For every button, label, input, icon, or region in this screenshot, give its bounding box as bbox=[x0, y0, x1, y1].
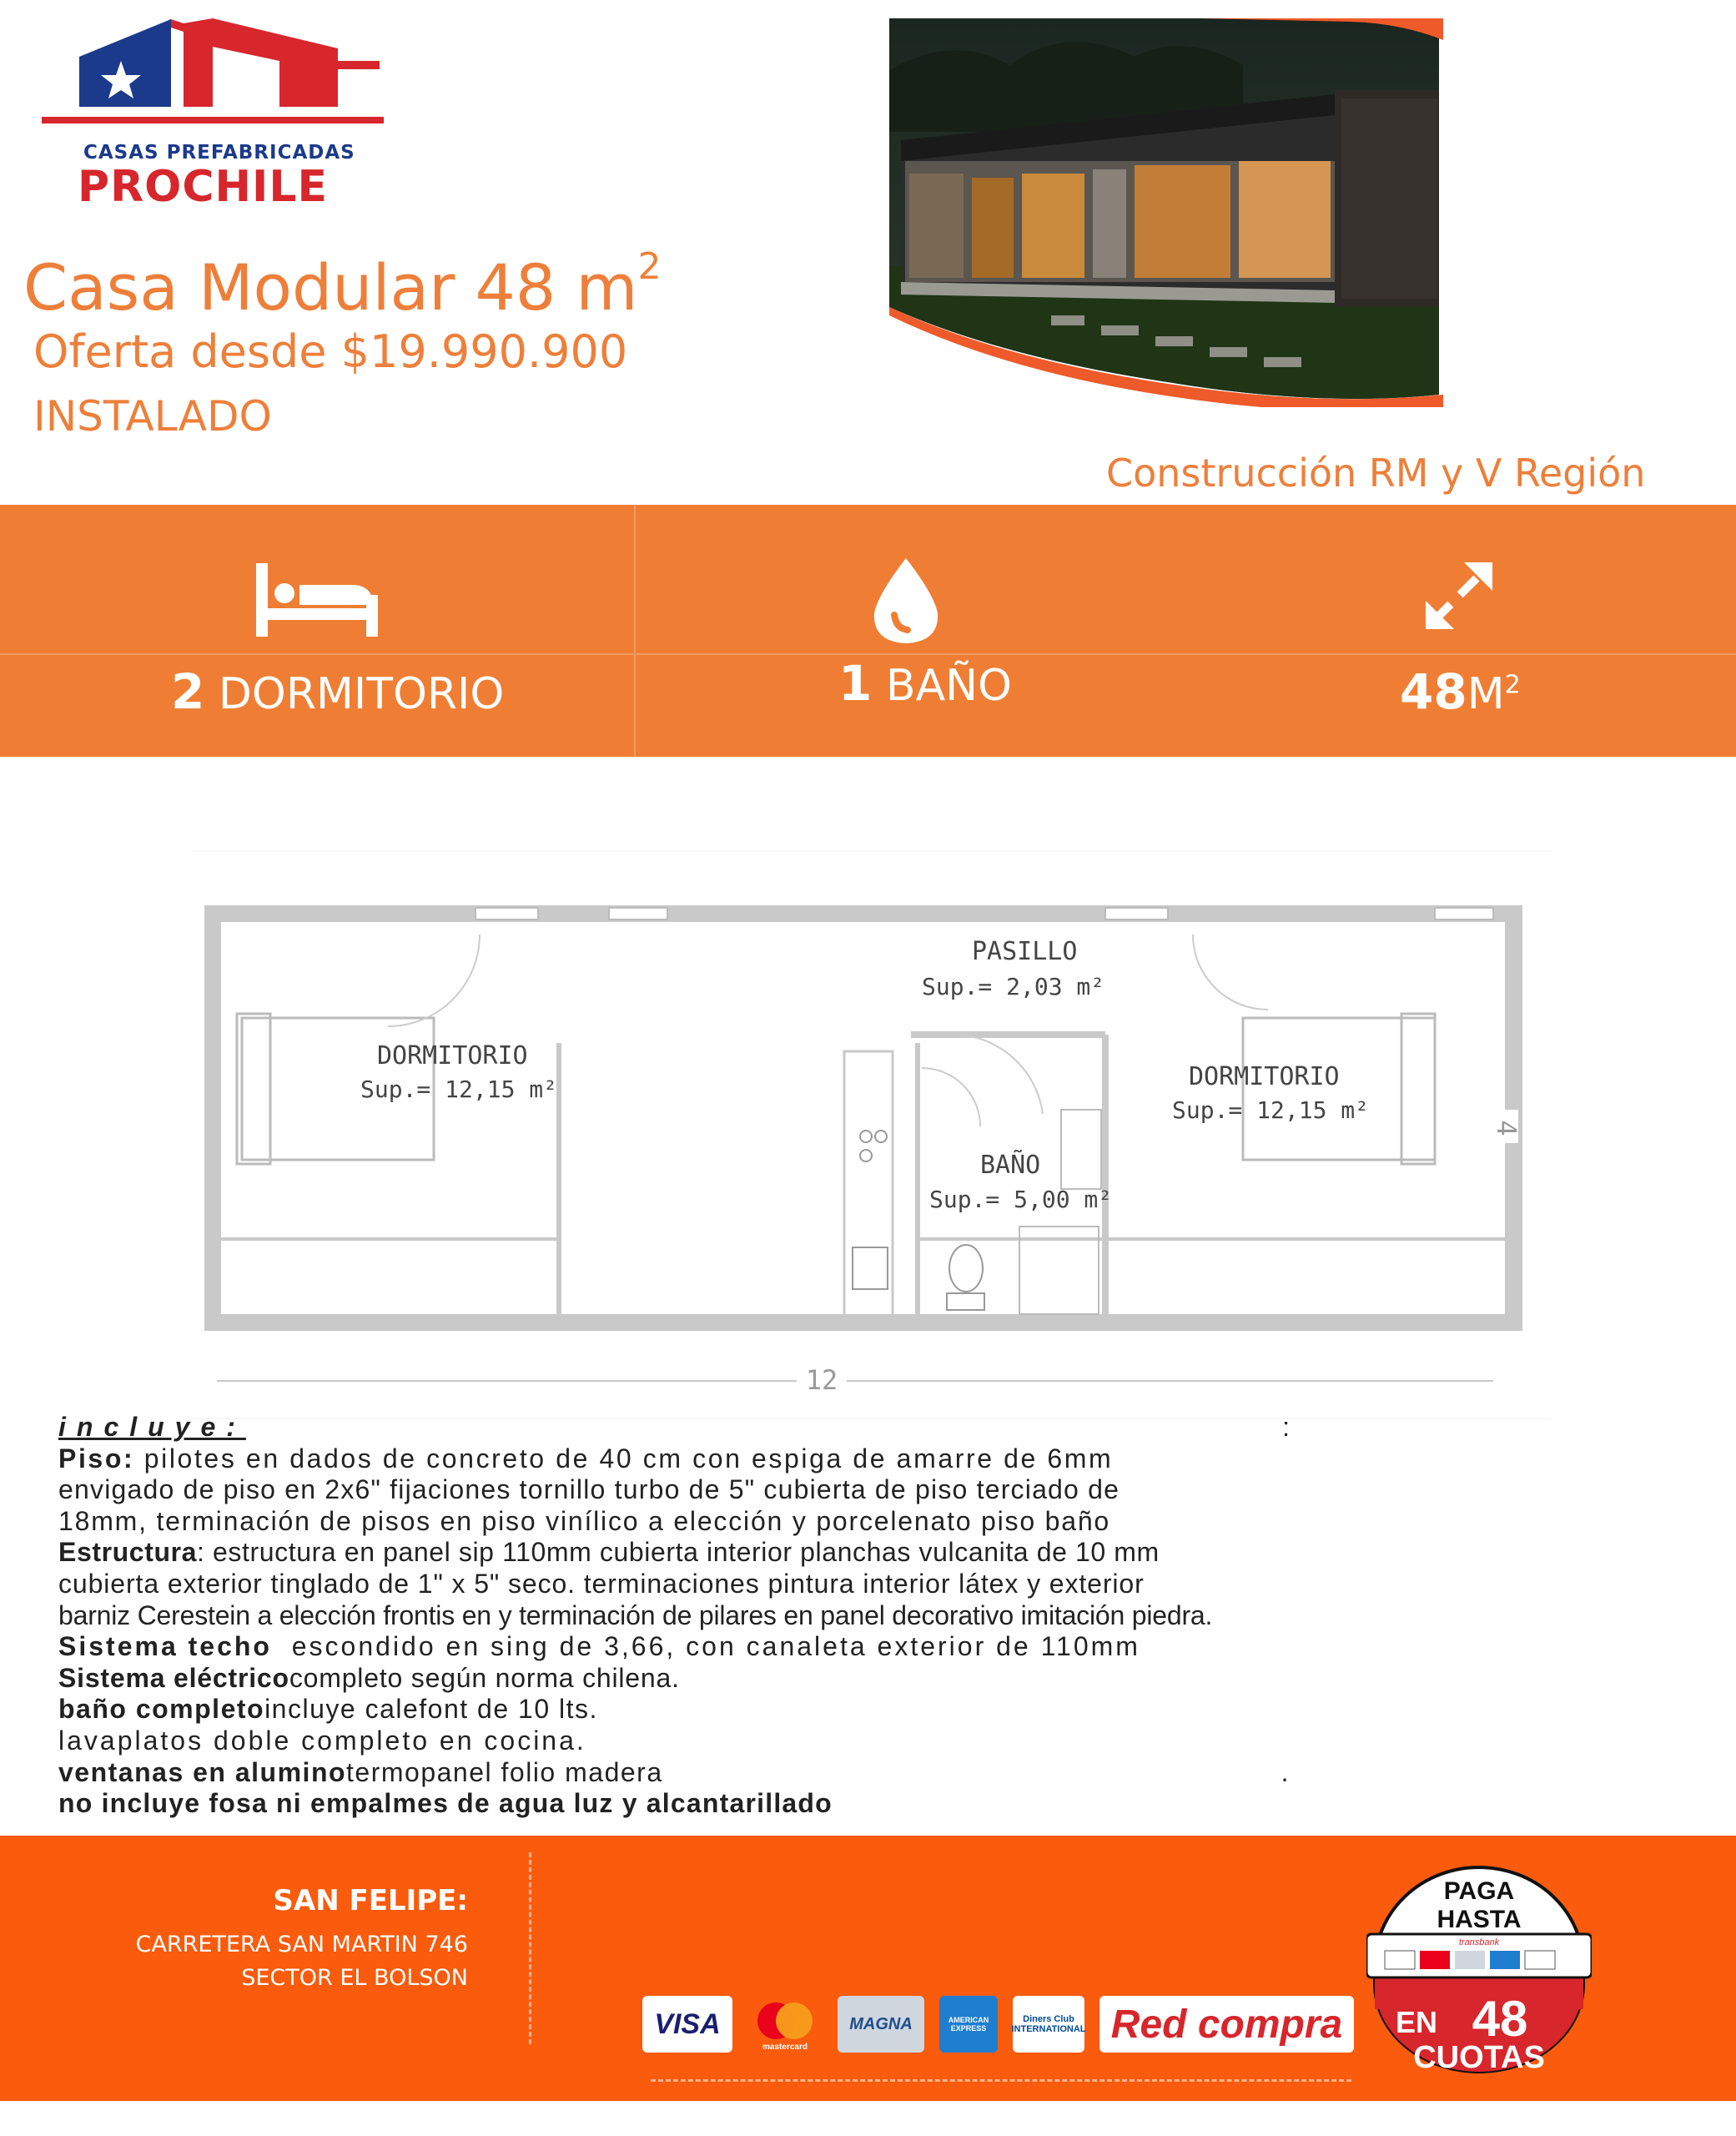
footer bbox=[0, 1836, 1736, 2101]
depth-dimension: 4 bbox=[1491, 1120, 1522, 1136]
diners-club-logo-icon: Diners Club INTERNATIONAL bbox=[1013, 1996, 1084, 2053]
bano-text: incluye calefont de 10 lts. bbox=[264, 1694, 598, 1725]
svg-text:48: 48 bbox=[1472, 1991, 1528, 2047]
floor-plan bbox=[167, 834, 1568, 1427]
area-size: $48M^2$ bbox=[1400, 663, 1521, 720]
page-title: Casa Modular 48 $m^2$ bbox=[23, 245, 662, 325]
techo-text: escondido en sing de 3,66, con canaleta exterior de 110mm bbox=[291, 1631, 1140, 1662]
bed-icon bbox=[254, 562, 380, 638]
house-photo bbox=[884, 15, 1452, 407]
brand-name: PROCHILE bbox=[78, 162, 329, 212]
svg-text:PAGA: PAGA bbox=[1443, 1877, 1515, 1905]
svg-text:HASTA: HASTA bbox=[1437, 1906, 1522, 1933]
room-area-dormitorio-left: Sup.= 12,15 m² bbox=[360, 1076, 558, 1103]
lavaplatos-text: lavaplatos doble completo en cocina. bbox=[58, 1725, 586, 1756]
office-address: CARRETERA SAN MARTIN 746 bbox=[135, 1932, 468, 1957]
installed-label: INSTALADO bbox=[33, 392, 272, 441]
estructura-text-3: barniz Cerestein a elección frontis en y terminación de pilares en panel decorativo imitación piedra. bbox=[58, 1599, 1213, 1630]
room-area-bano: Sup.= 5,00 m² bbox=[929, 1186, 1113, 1213]
office-city: SAN FELIPE: bbox=[273, 1884, 468, 1917]
piso-label: Piso: bbox=[58, 1443, 135, 1474]
estructura-text-2: cubierta exterior tinglado de 1" x 5" seco. terminaciones pintura interior látex y exterior bbox=[58, 1568, 1145, 1599]
width-dimension: 12 bbox=[805, 1364, 838, 1396]
piso-text-3: 18mm, terminación de pisos en piso vinílico a elección y porcelenato piso baño bbox=[58, 1505, 1111, 1536]
estructura-label: Estructura bbox=[58, 1537, 198, 1568]
features-band bbox=[0, 505, 1736, 757]
estructura-text-1: : estructura en panel sip 110mm cubierta interior planchas vulcanita de 10 mm bbox=[197, 1537, 1160, 1568]
payment-methods bbox=[642, 1994, 1354, 2054]
includes-heading: incluye: bbox=[58, 1412, 246, 1442]
construction-region: Construcción RM y V Región bbox=[1106, 451, 1646, 496]
techo-label: Sistema techo bbox=[58, 1631, 272, 1662]
electrico-text: completo según norma chilena. bbox=[289, 1662, 680, 1693]
ventanas-end: . bbox=[1281, 1756, 1290, 1787]
ventanas-text: termopanel folio madera bbox=[346, 1756, 663, 1787]
brand-tagline: CASAS PREFABRICADAS bbox=[83, 142, 355, 164]
magna-logo-icon: MAGNA bbox=[838, 1996, 924, 2053]
room-label-dormitorio-left: DORMITORIO bbox=[377, 1041, 528, 1071]
room-area-pasillo: Sup.= 2,03 m² bbox=[922, 973, 1105, 1000]
offer-price: Oferta desde $19.990.900 bbox=[33, 325, 628, 378]
svg-text:transbank: transbank bbox=[1458, 1937, 1500, 1947]
room-label-dormitorio-right: DORMITORIO bbox=[1189, 1062, 1340, 1091]
band-divider bbox=[634, 505, 636, 757]
amex-logo-icon: AMERICAN EXPRESS bbox=[939, 1996, 998, 2053]
piso-text-2: envigado de piso en 2x6" fijaciones tornillo turbo de 5" cubierta de piso terciado de bbox=[58, 1474, 1120, 1505]
svg-text:CUOTAS: CUOTAS bbox=[1413, 2040, 1545, 2075]
no-incluye-text: no incluye fosa ni empalmes de agua luz y alcantarillado bbox=[58, 1788, 833, 1819]
footer-divider bbox=[651, 2079, 1351, 2082]
piso-text-1: pilotes en dados de concreto de 40 cm con espiga de amarre de 6mm bbox=[143, 1443, 1114, 1474]
svg-text:mastercard: mastercard bbox=[762, 2043, 808, 2052]
water-drop-icon bbox=[868, 555, 944, 647]
electrico-label: Sistema eléctrico bbox=[58, 1662, 289, 1693]
visa-logo-icon: VISA bbox=[642, 1996, 732, 2053]
redcompra-logo-icon: Red compra bbox=[1099, 1996, 1354, 2053]
footer-divider bbox=[529, 1852, 531, 2044]
office-sector: SECTOR EL BOLSON bbox=[241, 1965, 468, 1991]
mastercard-logo-icon bbox=[747, 1996, 823, 2053]
bathrooms-count: 1 BAÑO bbox=[838, 655, 1012, 712]
room-label-pasillo: PASILLO bbox=[972, 937, 1078, 966]
specifications bbox=[58, 1412, 1290, 1820]
installments-badge bbox=[1366, 1859, 1592, 2078]
svg-text:EN: EN bbox=[1395, 2005, 1438, 2039]
room-label-bano: BAÑO bbox=[980, 1151, 1041, 1180]
room-area-dormitorio-right: Sup.= 12,15 m² bbox=[1172, 1096, 1370, 1124]
house-flag-logo-icon bbox=[38, 15, 396, 149]
ventanas-label: ventanas en alumino bbox=[58, 1756, 347, 1787]
expand-arrows-icon bbox=[1422, 559, 1496, 632]
bedrooms-count: 2 DORMITORIO bbox=[171, 663, 505, 720]
bano-label: baño completo bbox=[58, 1694, 265, 1725]
includes-colon: : bbox=[1282, 1412, 1290, 1442]
